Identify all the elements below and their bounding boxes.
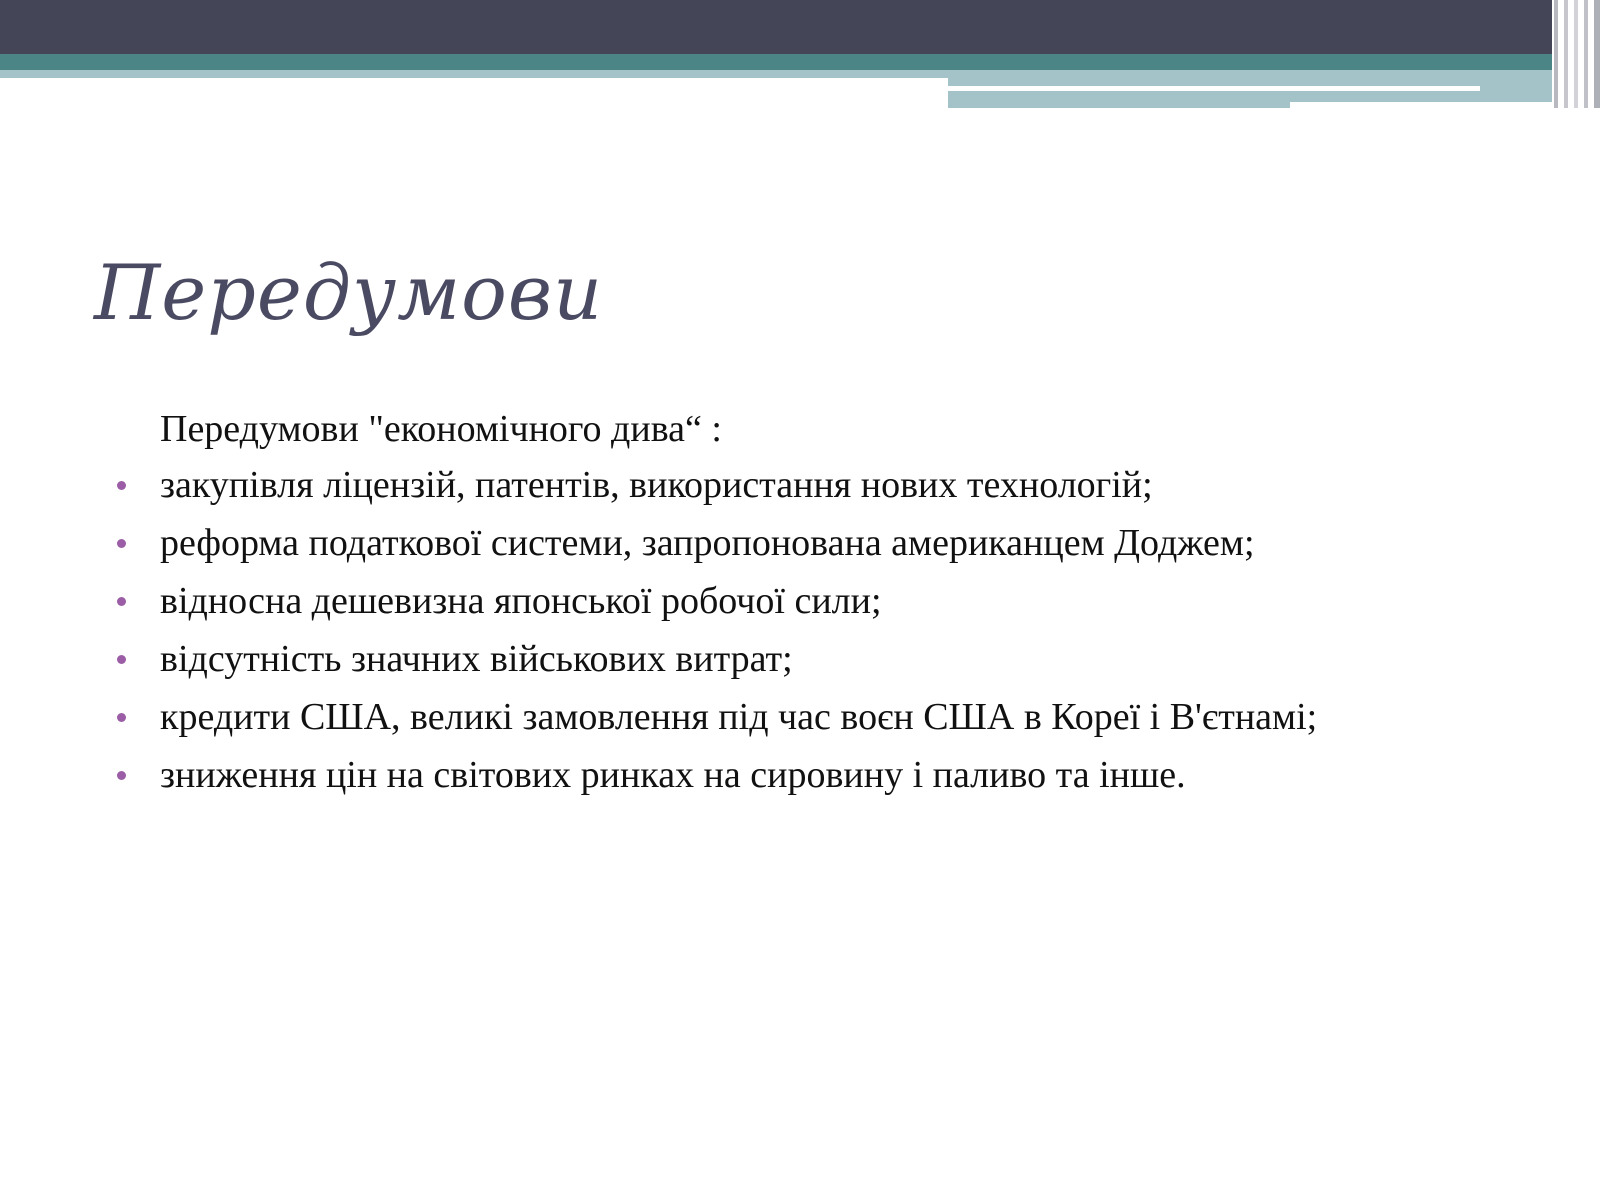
list-item	[0, 576, 1450, 626]
header-band-dark	[0, 0, 1600, 54]
list-item	[0, 692, 1450, 742]
slide-title: Передумови	[94, 248, 604, 337]
list-item-text: закупівля ліцензій, патентів, використання нових технологій;	[160, 464, 1153, 506]
header-band-teal	[0, 54, 1600, 70]
corner-decoration	[1552, 0, 1600, 108]
bullet-icon	[117, 655, 126, 664]
list-item-text: реформа податкової системи, запропонована американцем Доджем;	[160, 522, 1255, 564]
list-item-text: кредити США, великі замовлення під час воєн США в Кореї і В'єтнамі;	[160, 696, 1318, 738]
list-item	[0, 634, 1450, 684]
list-item	[0, 460, 1450, 510]
bullet-icon	[117, 713, 126, 722]
list-item-text: зниження цін на світових ринках на сировину і паливо та інше.	[160, 754, 1186, 796]
bullet-icon	[117, 539, 126, 548]
bullet-icon	[117, 597, 126, 606]
list-item	[0, 750, 1450, 800]
header-stripe	[948, 86, 1480, 91]
intro-text: Передумови "економічного дива“ :	[160, 408, 722, 450]
header-band-light-left	[0, 70, 948, 78]
bullet-list	[0, 460, 1600, 808]
bullet-icon	[117, 771, 126, 780]
list-item	[0, 518, 1450, 568]
bullet-icon	[117, 481, 126, 490]
list-item-text: відносна дешевизна японської робочої сили;	[160, 580, 882, 622]
header-stripe-short	[1290, 102, 1560, 108]
list-item-text: відсутність значних військових витрат;	[160, 638, 793, 680]
